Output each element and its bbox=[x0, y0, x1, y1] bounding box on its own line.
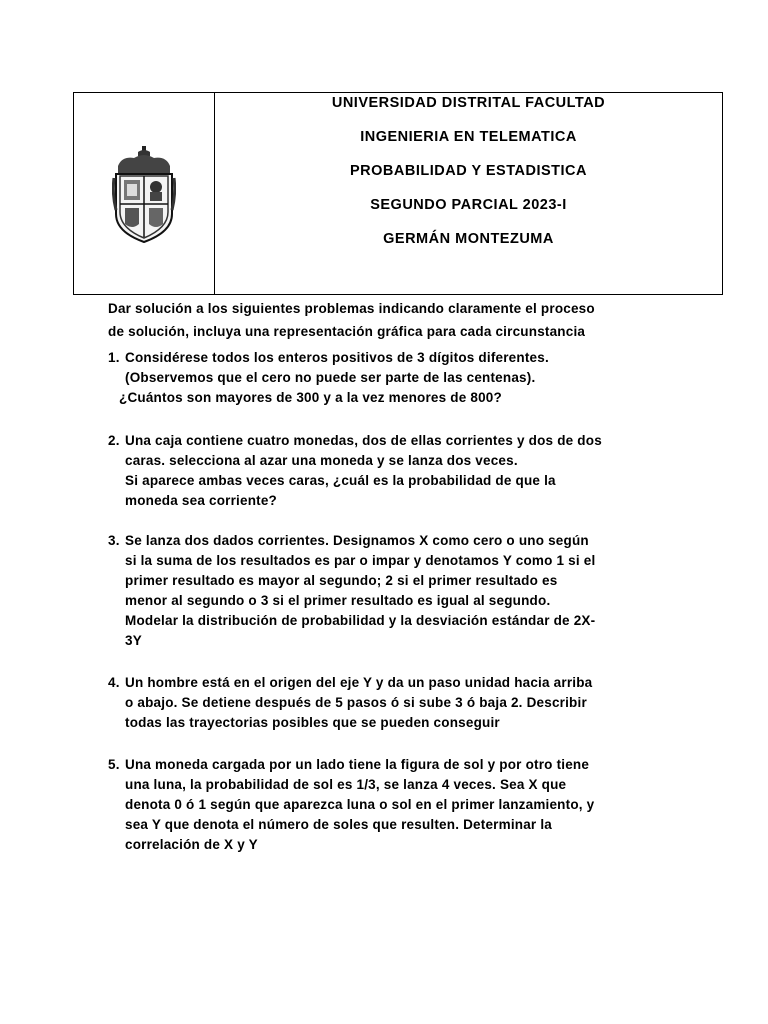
problem-line: moneda sea corriente? bbox=[125, 493, 278, 508]
problem-number: 3. bbox=[108, 533, 120, 548]
logo-cell bbox=[74, 93, 215, 294]
title-cell bbox=[215, 93, 722, 294]
problem-line: ¿Cuántos son mayores de 300 y a la vez menores de 800? bbox=[119, 390, 502, 405]
program-title: INGENIERIA EN TELEMATICA bbox=[360, 129, 577, 145]
problem-2 bbox=[108, 431, 708, 511]
problem-line: Una caja contiene cuatro monedas, dos de ellas corrientes y dos de dos bbox=[125, 433, 602, 448]
university-title: UNIVERSIDAD DISTRITAL FACULTAD bbox=[331, 95, 606, 111]
problem-line: Se lanza dos dados corrientes. Designamos X como cero o uno según bbox=[125, 533, 589, 548]
problem-line: (Observemos que el cero no puede ser parte de las centenas). bbox=[125, 370, 536, 385]
exam-title: SEGUNDO PARCIAL 2023-I bbox=[370, 197, 567, 213]
problem-line: sea Y que denota el número de soles que resulten. Determinar la bbox=[125, 817, 552, 832]
problem-line: menor al segundo o 3 si el primer resultado es igual al segundo. bbox=[125, 593, 551, 608]
problem-line: primer resultado es mayor al segundo; 2 si el primer resultado es bbox=[125, 573, 558, 588]
problem-line: todas las trayectorias posibles que se pueden conseguir bbox=[125, 715, 500, 730]
professor-name: GERMÁN MONTEZUMA bbox=[383, 231, 554, 247]
problem-line: Si aparece ambas veces caras, ¿cuál es la probabilidad de que la bbox=[125, 473, 556, 488]
problem-line: si la suma de los resultados es par o impar y denotamos Y como 1 si el bbox=[125, 553, 596, 568]
instructions-line: Dar solución a los siguientes problemas indicando claramente el proceso bbox=[108, 301, 595, 316]
problem-line: correlación de X y Y bbox=[125, 837, 258, 852]
problem-line: Una moneda cargada por un lado tiene la figura de sol y por otro tiene bbox=[125, 757, 590, 772]
university-crest-icon bbox=[112, 144, 176, 244]
problem-line: Modelar la distribución de probabilidad y la desviación estándar de 2X- bbox=[125, 613, 596, 628]
problem-line: caras. selecciona al azar una moneda y se lanza dos veces. bbox=[125, 453, 518, 468]
instructions-line: de solución, incluya una representación gráfica para cada circunstancia bbox=[108, 324, 586, 339]
problem-line: una luna, la probabilidad de sol es 1/3, se lanza 4 veces. Sea X que bbox=[125, 777, 567, 792]
problem-line: Considérese todos los enteros positivos de 3 dígitos diferentes. bbox=[125, 350, 549, 365]
instructions bbox=[108, 297, 708, 343]
problem-4 bbox=[108, 673, 708, 733]
problem-1 bbox=[108, 348, 708, 408]
problem-number: 5. bbox=[108, 757, 120, 772]
problem-3 bbox=[108, 531, 708, 651]
problem-line: 3Y bbox=[125, 633, 142, 648]
problem-number: 2. bbox=[108, 433, 120, 448]
header-table bbox=[73, 92, 723, 295]
problem-line: o abajo. Se detiene después de 5 pasos ó si sube 3 ó baja 2. Describir bbox=[125, 695, 587, 710]
course-title: PROBABILIDAD Y ESTADISTICA bbox=[350, 163, 587, 179]
problem-5 bbox=[108, 755, 708, 855]
problem-line: Un hombre está en el origen del eje Y y da un paso unidad hacia arriba bbox=[125, 675, 593, 690]
problem-line: denota 0 ó 1 según que aparezca luna o sol en el primer lanzamiento, y bbox=[125, 797, 595, 812]
problem-number: 4. bbox=[108, 675, 120, 690]
problem-number: 1. bbox=[108, 350, 120, 365]
